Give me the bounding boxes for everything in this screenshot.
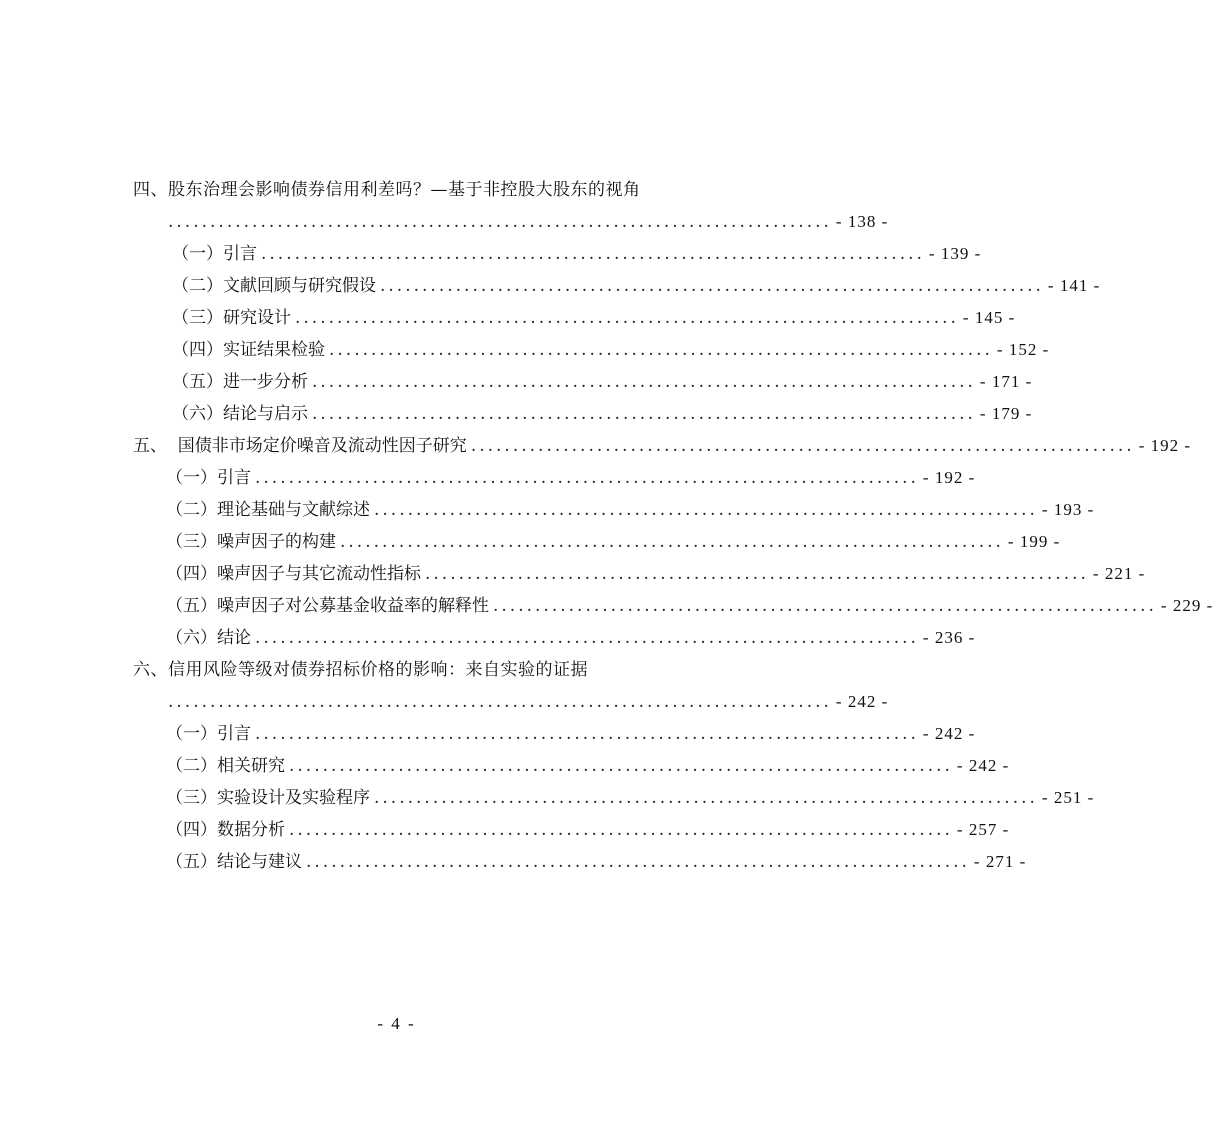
toc-entry-label: （六）结论 — [166, 628, 251, 648]
page-number: - 193 - — [1041, 500, 1095, 519]
toc-heading-label: 四、股东治理会影响债券信用利差吗？—基于非控股大股东的视角 — [133, 180, 641, 200]
page-number: - 192 - — [1138, 436, 1192, 455]
page-number: - 138 - — [835, 212, 889, 231]
page-number: - 171 - — [979, 372, 1033, 391]
dot-leader: ............................................................................... — [329, 340, 993, 360]
toc-entry[interactable] — [166, 846, 1027, 878]
toc-heading-label: 五、 国债非市场定价噪音及流动性因子研究 — [133, 436, 467, 456]
toc-entry-label: （三）噪声因子的构建 — [166, 532, 336, 552]
toc-entry-label: （一）引言 — [166, 468, 251, 488]
toc-entry[interactable] — [166, 494, 1095, 526]
page-number: - 145 - — [962, 308, 1016, 327]
toc-entry-label: （四）噪声因子与其它流动性指标 — [166, 564, 421, 584]
page-number: - 139 - — [928, 244, 982, 263]
toc-entry-label: （三）研究设计 — [172, 308, 291, 328]
toc-entry[interactable] — [166, 750, 1010, 782]
toc-entry[interactable] — [172, 270, 1101, 302]
dot-leader: ............................................................................... — [168, 692, 832, 712]
dot-leader: ............................................................................... — [289, 756, 953, 776]
toc-entry[interactable] — [172, 302, 1016, 334]
toc-entry[interactable] — [166, 782, 1095, 814]
toc-entry[interactable] — [166, 558, 1146, 590]
dot-leader: ............................................................................... — [168, 212, 832, 232]
page-number: - 179 - — [979, 404, 1033, 423]
page-number: - 271 - — [973, 852, 1027, 871]
dot-leader: ............................................................................... — [374, 500, 1038, 520]
toc-entry-section-6-dots[interactable] — [168, 686, 889, 718]
dot-leader: ............................................................................... — [255, 628, 919, 648]
toc-entry-section-4-dots[interactable] — [168, 206, 889, 238]
dot-leader: ............................................................................... — [295, 308, 959, 328]
toc-entry-label: （五）进一步分析 — [172, 372, 308, 392]
dot-leader: ............................................................................... — [493, 596, 1157, 616]
page-footer-number: - 4 - — [377, 1014, 416, 1033]
toc-heading-label: 六、信用风险等级对债券招标价格的影响：来自实验的证据 — [133, 660, 588, 680]
dot-leader: ............................................................................... — [470, 436, 1135, 456]
page-number: - 242 - — [835, 692, 889, 711]
toc-entry[interactable] — [172, 366, 1033, 398]
page-number: - 141 - — [1047, 276, 1101, 295]
toc-entry[interactable] — [172, 334, 1050, 366]
dot-leader: ............................................................................... — [261, 244, 925, 264]
page-number: - 192 - — [922, 468, 976, 487]
dot-leader: ............................................................................... — [306, 852, 970, 872]
toc-entry[interactable] — [166, 814, 1010, 846]
toc-entry[interactable] — [166, 526, 1061, 558]
page-number: - 229 - — [1160, 596, 1213, 615]
toc-entry-label: （三）实验设计及实验程序 — [166, 788, 370, 808]
dot-leader: ............................................................................... — [289, 820, 953, 840]
page-number: - 257 - — [956, 820, 1010, 839]
dot-leader: ............................................................................... — [374, 788, 1038, 808]
toc-entry-label: （二）相关研究 — [166, 756, 285, 776]
page-number: - 236 - — [922, 628, 976, 647]
toc-entry[interactable] — [166, 622, 976, 654]
page-number: - 242 - — [922, 724, 976, 743]
page-number: - 251 - — [1041, 788, 1095, 807]
toc-entry[interactable] — [172, 238, 982, 270]
page-number: - 221 - — [1092, 564, 1146, 583]
dot-leader: ............................................................................... — [340, 532, 1004, 552]
toc-entry-label: （五）噪声因子对公募基金收益率的解释性 — [166, 596, 489, 616]
dot-leader: ............................................................................... — [425, 564, 1089, 584]
toc-entry-label: （四）实证结果检验 — [172, 340, 325, 360]
page-number: - 199 - — [1007, 532, 1061, 551]
page-number: - 152 - — [996, 340, 1050, 359]
toc-entry[interactable] — [166, 590, 1213, 622]
toc-entry[interactable] — [166, 462, 976, 494]
page-number: - 242 - — [956, 756, 1010, 775]
toc-entry-label: （二）文献回顾与研究假设 — [172, 276, 376, 296]
toc-entry-label: （六）结论与启示 — [172, 404, 308, 424]
toc-entry[interactable] — [172, 398, 1033, 430]
dot-leader: ............................................................................... — [255, 468, 919, 488]
toc-heading-section-5[interactable] — [133, 430, 1192, 462]
toc-entry-label: （一）引言 — [172, 244, 257, 264]
dot-leader: ............................................................................... — [312, 404, 976, 424]
toc-entry-label: （一）引言 — [166, 724, 251, 744]
dot-leader: ............................................................................... — [255, 724, 919, 744]
toc-entry-label: （五）结论与建议 — [166, 852, 302, 872]
dot-leader: ............................................................................... — [380, 276, 1044, 296]
dot-leader: ............................................................................... — [312, 372, 976, 392]
toc-entry[interactable] — [166, 718, 976, 750]
toc-heading-section-4[interactable] — [133, 174, 641, 206]
toc-heading-section-6[interactable] — [133, 654, 588, 686]
toc-entry-label: （二）理论基础与文献综述 — [166, 500, 370, 520]
toc-entry-label: （四）数据分析 — [166, 820, 285, 840]
